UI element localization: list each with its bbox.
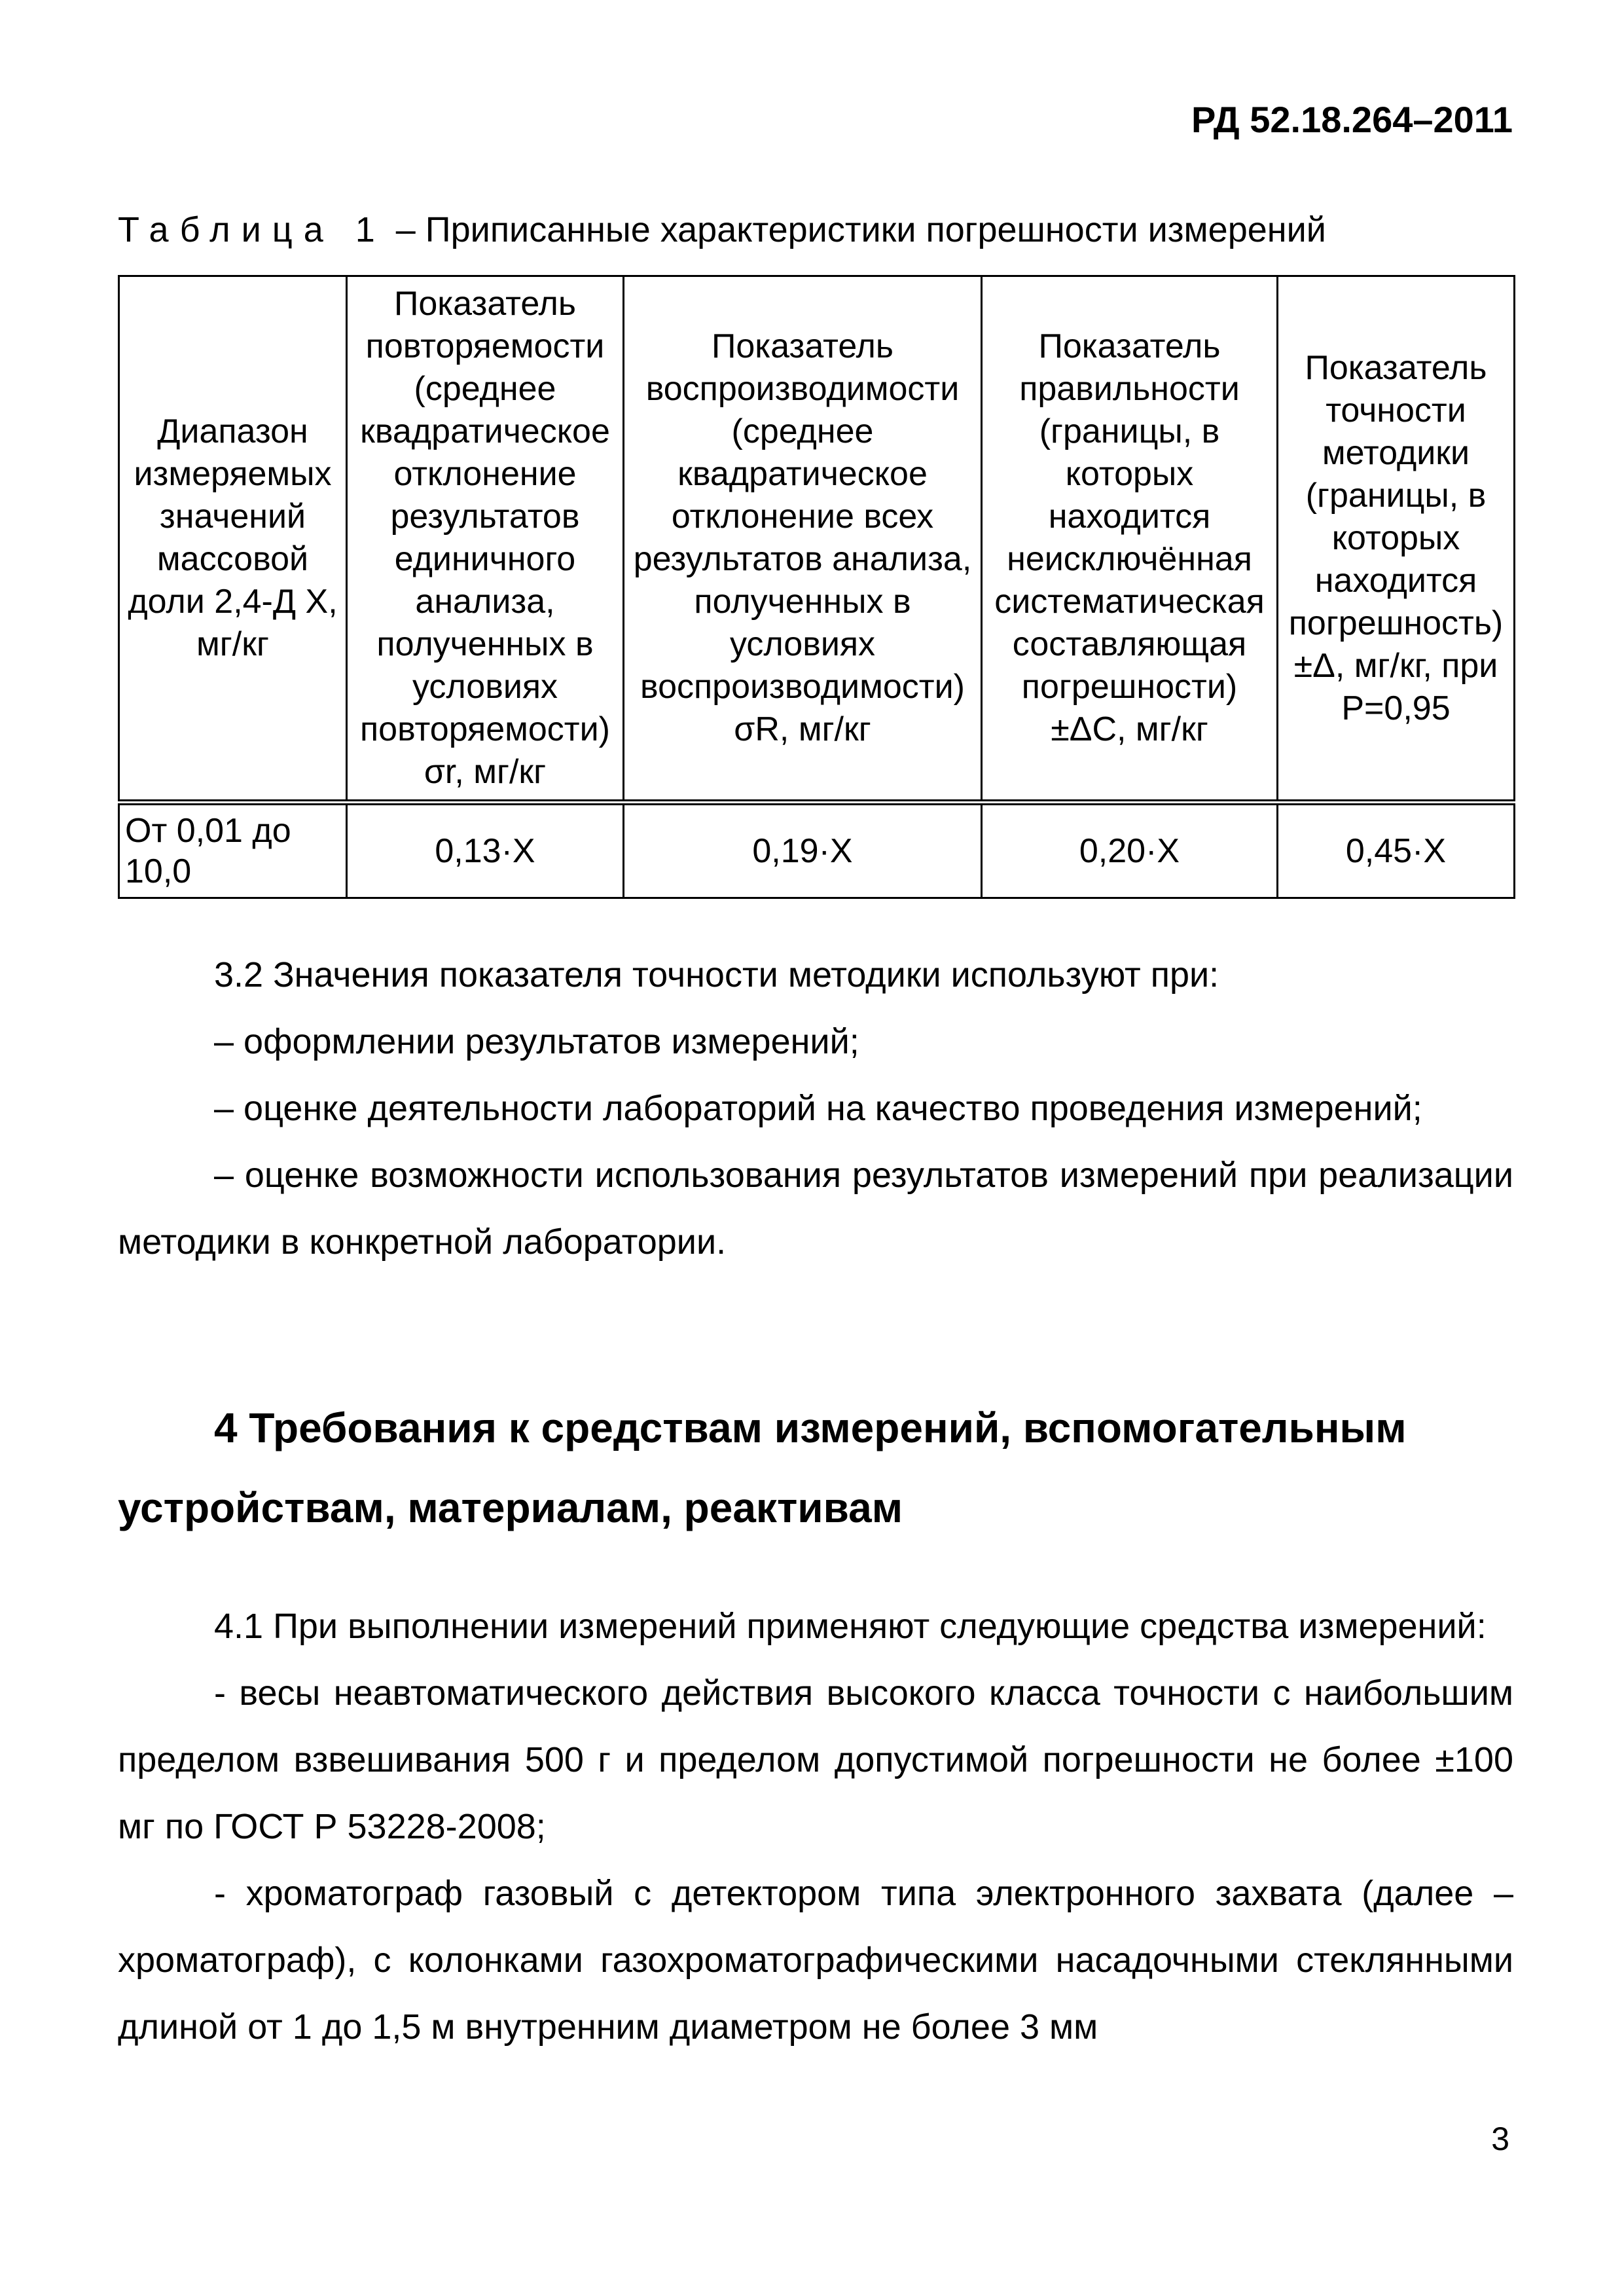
header-range: Диапазон измеряемых значений массовой доли 2,4-Д Х, мг/кг: [119, 276, 347, 803]
list-item: – оценке возможности использования результатов измерений при реализации методики в конкретной лаборатории.: [118, 1156, 1513, 1262]
paragraph-4-1: 4.1 При выполнении измерений применяют следующие средства измерений:: [214, 1607, 1487, 1646]
table-row: [119, 803, 1515, 898]
table-caption-label: Таблица 1: [118, 210, 386, 249]
document-code: РД 52.18.264–2011: [1191, 99, 1513, 140]
table-caption-text: – Приписанные характеристики погрешности измерений: [386, 210, 1326, 249]
list-item: - весы неавтоматического действия высокого класса точности с наибольшим пределом взвешивания 500 г и пределом допустимой погрешности не более ±100 мг по ГОСТ Р 53228-2008;: [118, 1673, 1513, 1846]
cell-trueness: 0,20·Х: [982, 803, 1278, 898]
table-caption: [118, 210, 1512, 250]
table-header-row: [119, 276, 1515, 803]
error-characteristics-table: [118, 275, 1515, 899]
header-trueness: Показатель правильности (границы, в которых находится неисключённая систематическая составляющая погрешности) ±ΔC, мг/кг: [982, 276, 1278, 803]
section-3-text: [118, 941, 1513, 1275]
cell-accuracy: 0,45·Х: [1278, 803, 1515, 898]
section-4-heading: 4 Требования к средствам измерений, вспомогательным устройствам, материалам, реактивам: [118, 1404, 1407, 1531]
section-4-text: [118, 1593, 1513, 2060]
page-number: 3: [1491, 2121, 1509, 2157]
cell-reproducibility: 0,19·Х: [624, 803, 982, 898]
list-item: – оформлении результатов измерений;: [214, 1022, 859, 1061]
cell-repeatability: 0,13·Х: [347, 803, 624, 898]
list-item: – оценке деятельности лабораторий на качество проведения измерений;: [214, 1089, 1422, 1128]
header-accuracy: Показатель точности методики (границы, в которых находится погрешность) ±Δ, мг/кг, при P=0,95: [1278, 276, 1515, 803]
header-reproducibility: Показатель воспроизводимости (среднее квадратическое отклонение всех результатов анализа, полученных в условиях воспроизводимости) σR, мг/кг: [624, 276, 982, 803]
paragraph-3-2: 3.2 Значения показателя точности методики используют при:: [214, 955, 1219, 994]
header-repeatability: Показатель повторяемости (среднее квадратическое отклонение результатов единичного анализа, полученных в условиях повторяемости) σr, мг/кг: [347, 276, 624, 803]
cell-range: От 0,01 до 10,0: [119, 803, 347, 898]
list-item: - хроматограф газовый с детектором типа электронного захвата (далее – хроматограф), с колонками газохроматографическими насадочными стеклянными длиной от 1 до 1,5 м внутренним диаметром не более 3 мм: [118, 1874, 1513, 2047]
